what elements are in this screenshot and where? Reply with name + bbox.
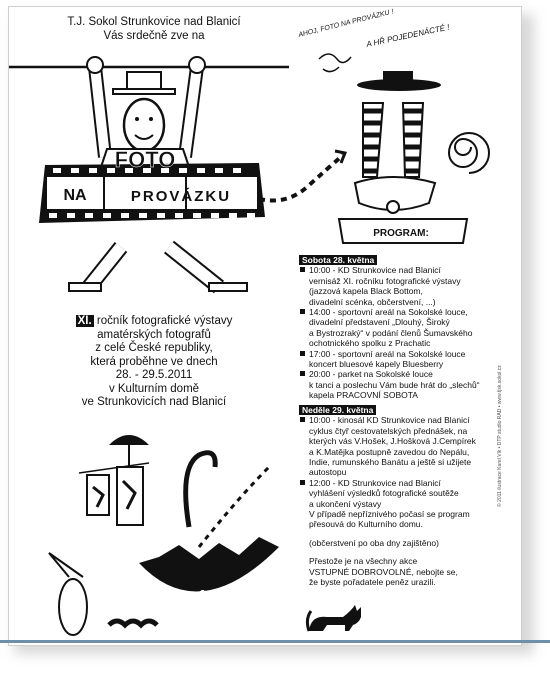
- schedule-item: 10:00 - KD Strunkovice nad Blanicí vernisáž XI. ročníku fotografické výstavy (jazzová kapela Black Bottom, divadelní scénka, občerstvení, ...): [299, 265, 514, 307]
- bottom-rule: [0, 640, 550, 643]
- exhibition-description: [39, 315, 269, 410]
- description-place: ve Strunkovicích nad Blanicí: [81, 396, 227, 408]
- description-venue: v Kulturním domě: [108, 382, 200, 395]
- schedule-saturday: [299, 255, 514, 401]
- invite-line: Vás srdečně zve na: [103, 30, 205, 42]
- logo-word-foto: FOTO: [114, 147, 176, 172]
- admission-note: Přestože je na všechny akce VSTUPNÉ DOBROVOLNÉ, nebojte se, že byste pořadatele peněz urazili.: [309, 556, 458, 588]
- credits-line: © 2011 ilustrace Karel Vlk • DTP studio RAD • www.tjsk.sokol.cz: [497, 365, 503, 507]
- handwritten-eleventh: A HŘ POJEDENÁCTÉ !: [365, 22, 451, 49]
- poster-header: [39, 15, 269, 43]
- logo-word-provazku: PROVÁZKU: [130, 188, 232, 205]
- schedule-item: 20:00 - parket na Sokolské louce k tanci a poslechu Vám bude hrát do „slechů“ kapela PRACOVNÍ SOBOTA: [299, 369, 514, 400]
- umbrella-eleven: 11: [197, 587, 217, 607]
- poster-page: [8, 6, 522, 646]
- schedule-item: 12:00 - KD Strunkovice nad Blanicí vyhlášení výsledků fotografické soutěže a ukončení výstavy V případě nepříznivého počasí se program přesouvá do Kulturního domu.: [299, 478, 514, 530]
- description-line-2: amatérských fotografů: [97, 328, 211, 341]
- refreshment-note: (občerstvení po oba dny zajištěno): [309, 537, 439, 548]
- cat-illustration: [305, 597, 365, 637]
- sunday-header: Neděle 29. května: [299, 405, 376, 415]
- schedule-item: 10:00 - kinosál KD Strunkovice nad Blanicí cyklus čtyř cestovatelských přednášek, na kterých vás V.Hošek, J.Hošková J.Cempírek a K.Matějka postupně zavedou do Nepálu, Indie, rumunského Banátu a ještě si užijete autostopu: [299, 415, 514, 477]
- edition-numeral: XI.: [77, 315, 92, 327]
- bottom-illustrations: [39, 427, 299, 642]
- organizer-name: T.J. Sokol Strunkovice nad Blanicí: [67, 16, 241, 28]
- description-line-3: z celé České republiky,: [95, 342, 213, 354]
- program-illustration: [279, 7, 519, 257]
- schedule-item: 17:00 - sportovní areál na Sokolské louce koncert bluesové kapely Bluesberry: [299, 349, 514, 370]
- handwritten-greeting: AHOJ, FOTO NA PROVÁZKU !: [297, 8, 395, 39]
- description-line-4: která proběhne ve dnech: [90, 355, 218, 368]
- description-dates: 28. - 29.5.2011: [115, 369, 193, 381]
- description-line-1: ročník fotografické výstavy: [93, 315, 233, 327]
- program-sign-label: PROGRAM:: [373, 228, 429, 239]
- foto-na-provazku-illustration: [9, 47, 289, 302]
- schedule-sunday: [299, 405, 514, 588]
- schedule-item: 14:00 - sportovní areál na Sokolské louce, divadelní představení „Dlouhý, Široký a Bystrozraký“ v podání členů Šumavského ochotnického spolku z Prachatic: [299, 307, 514, 349]
- logo-word-na: NA: [63, 187, 87, 204]
- saturday-header: Sobota 28. května: [299, 255, 377, 265]
